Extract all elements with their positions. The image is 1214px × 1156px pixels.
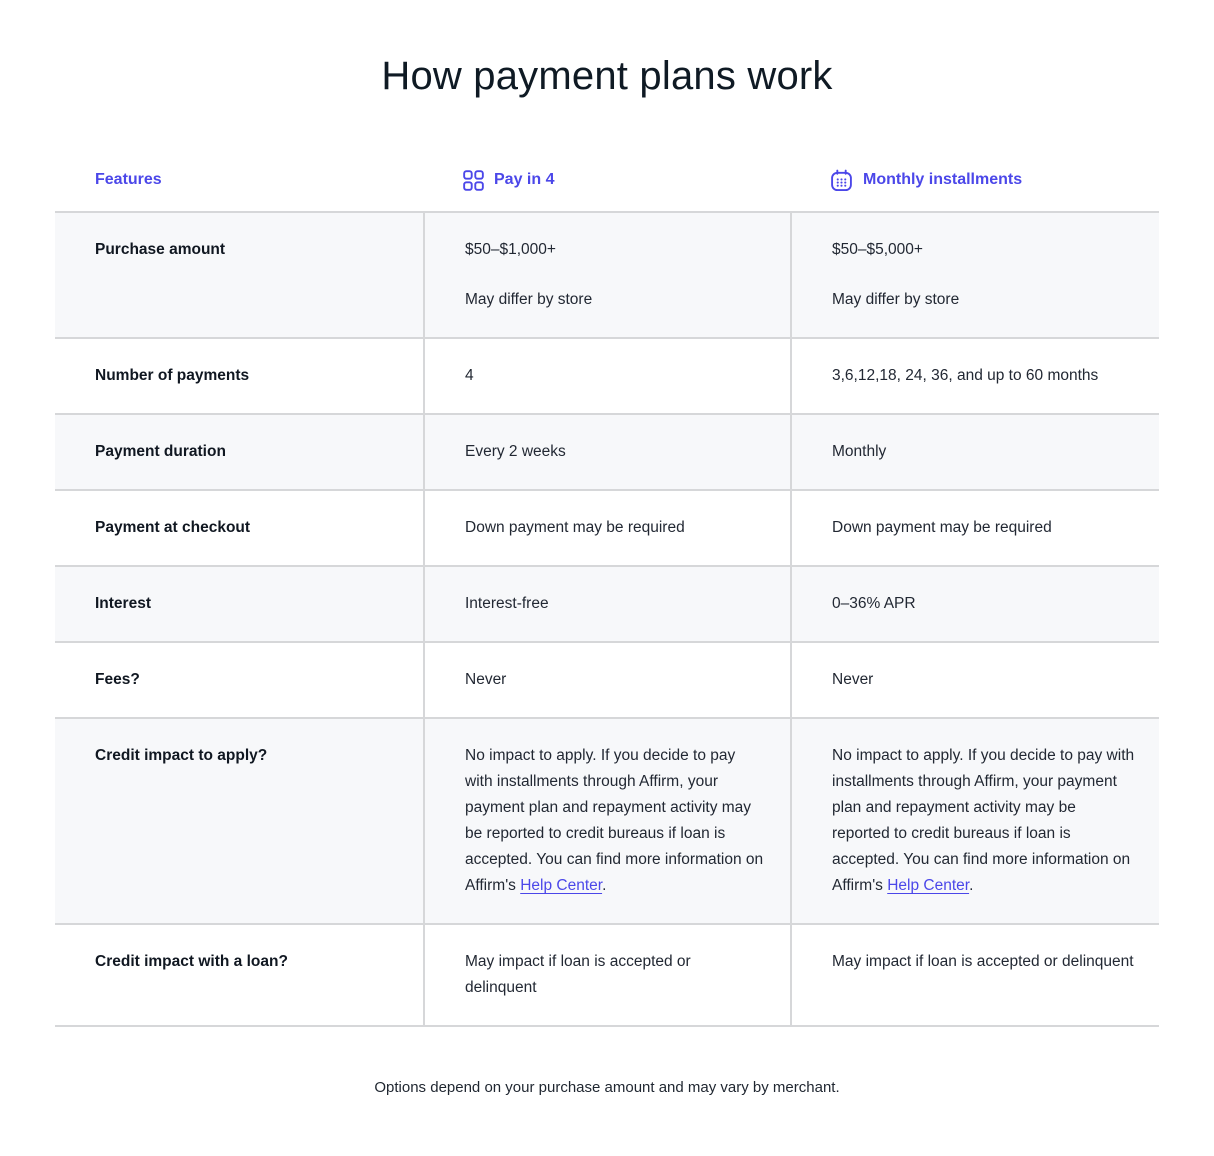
table-row [55,339,1159,415]
monthly-installments-cell [790,339,1159,413]
monthly-installments-cell [790,491,1159,565]
feature-label-cell: Fees? [95,671,140,688]
help-center-link[interactable]: Help Center [520,877,603,894]
table-row [55,491,1159,567]
feature-label-cell: Credit impact to apply? [95,747,268,764]
cell-text: $50–$5,000+ [832,241,923,258]
monthly-installments-column-label: Monthly installments [863,171,1023,188]
cell-text: Interest-free [465,595,549,612]
feature-label-cell: Credit impact with a loan? [95,953,288,970]
cell-text: 0–36% APR [832,595,916,612]
cell-text: No impact to apply. If you decide to pay with installments through Affirm, your payment plan and repayment activity may be reported to credit bureaus if loan is accepted. You can find more information on Affirm's Help Center. [832,747,1135,894]
comparison-table [55,149,1159,1027]
payment-plans-page [0,54,1214,1156]
table-body [55,211,1159,1027]
pay-in-4-cell [423,339,790,413]
footnote: Options depend on your purchase amount and may vary by merchant. [374,1079,840,1096]
cell-text: May differ by store [832,291,960,308]
features-column-label: Features [95,171,162,188]
cell-text: May impact if loan is accepted or delinquent [832,953,1134,970]
column-header-features [55,171,423,189]
page-title: How payment plans work [381,54,833,98]
monthly-installments-cell [790,643,1159,717]
monthly-installments-cell [790,415,1159,489]
table-row [55,643,1159,719]
monthly-installments-cell [790,925,1159,1025]
help-center-link[interactable]: Help Center [887,877,970,894]
monthly-installments-cell [790,567,1159,641]
pay-in-4-cell [423,719,790,923]
feature-label-cell: Interest [95,595,151,612]
table-row [55,213,1159,339]
calendar-icon [830,169,853,192]
cell-text: Down payment may be required [465,519,685,536]
table-header-row [55,149,1159,211]
cell-text: May differ by store [465,291,593,308]
table-row [55,719,1159,925]
cell-text: $50–$1,000+ [465,241,556,258]
pay-in-4-column-label: Pay in 4 [494,171,555,188]
pay-in-4-cell [423,925,790,1025]
pay-in-4-cell [423,567,790,641]
cell-text: Never [832,671,874,688]
pay-in-4-cell [423,491,790,565]
pay-in-4-cell [423,643,790,717]
cell-text: 3,6,12,18, 24, 36, and up to 60 months [832,367,1099,384]
feature-label-cell: Purchase amount [95,241,226,258]
pay-in-4-cell [423,213,790,337]
feature-label-cell: Payment at checkout [95,519,251,536]
cell-text: 4 [465,367,474,384]
cell-text: Every 2 weeks [465,443,566,460]
table-row [55,925,1159,1027]
cell-text: Down payment may be required [832,519,1052,536]
column-header-monthly-installments [790,169,1159,192]
table-row [55,415,1159,491]
cell-text: Monthly [832,443,887,460]
feature-label-cell: Number of payments [95,367,250,384]
cell-text: No impact to apply. If you decide to pay with installments through Affirm, your payment plan and repayment activity may be reported to credit bureaus if loan is accepted. You can find more information on Affirm's Help Center. [465,747,764,894]
column-header-pay-in-4 [423,170,790,191]
pay-in-4-grid-icon [463,170,484,191]
monthly-installments-cell [790,213,1159,337]
cell-text: May impact if loan is accepted or delinquent [465,953,691,996]
monthly-installments-cell [790,719,1159,923]
feature-label-cell: Payment duration [95,443,226,460]
table-row [55,567,1159,643]
cell-text: Never [465,671,507,688]
pay-in-4-cell [423,415,790,489]
